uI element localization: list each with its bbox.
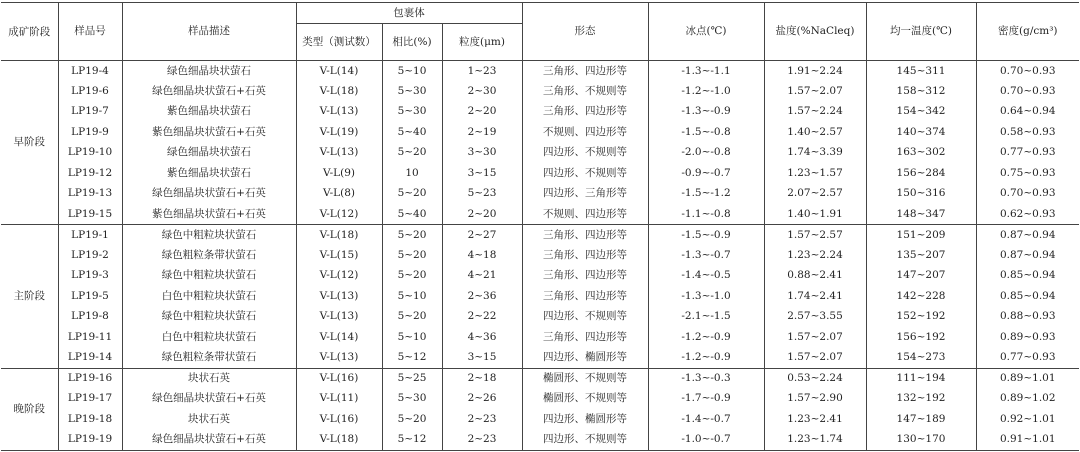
cell-description: 绿色中粗粒块状萤石 bbox=[122, 225, 296, 246]
cell-description: 绿色细晶块状萤石 bbox=[122, 143, 296, 164]
cell-morphology: 三角形、四边形等 bbox=[522, 61, 648, 82]
cell-phase-ratio: 5~20 bbox=[382, 184, 442, 205]
cell-size: 5~23 bbox=[442, 184, 522, 205]
cell-morphology: 三角形、四边形等 bbox=[522, 266, 648, 287]
cell-phase-ratio: 5~20 bbox=[382, 409, 442, 430]
cell-sample-no: LP19-1 bbox=[58, 225, 122, 246]
cell-description: 绿色中粗粒块状萤石 bbox=[122, 307, 296, 328]
cell-morphology: 椭圆形、不规则等 bbox=[522, 368, 648, 389]
cell-density: 0.64~0.94 bbox=[976, 102, 1079, 123]
cell-salinity: 1.40~1.91 bbox=[764, 204, 866, 225]
cell-description: 绿色粗粒条带状萤石 bbox=[122, 348, 296, 369]
cell-sample-no: LP19-19 bbox=[58, 430, 122, 451]
cell-salinity: 1.74~2.41 bbox=[764, 286, 866, 307]
cell-morphology: 三角形、四边形等 bbox=[522, 327, 648, 348]
cell-description: 紫色细晶块状萤石 bbox=[122, 163, 296, 184]
cell-description: 白色中粗粒块状萤石 bbox=[122, 327, 296, 348]
cell-phase-ratio: 5~30 bbox=[382, 81, 442, 102]
cell-density: 0.89~1.01 bbox=[976, 368, 1079, 389]
cell-salinity: 2.57~3.55 bbox=[764, 307, 866, 328]
cell-sample-no: LP19-17 bbox=[58, 389, 122, 410]
cell-salinity: 1.74~3.39 bbox=[764, 143, 866, 164]
cell-type: V-L(14) bbox=[296, 327, 382, 348]
table-row bbox=[1, 286, 1079, 307]
cell-salinity: 1.57~2.07 bbox=[764, 81, 866, 102]
cell-density: 0.62~0.93 bbox=[976, 204, 1079, 225]
cell-salinity: 1.23~2.24 bbox=[764, 245, 866, 266]
stage-label: 主阶段 bbox=[1, 225, 58, 369]
cell-homogenization-temp: 158~312 bbox=[866, 81, 976, 102]
cell-sample-no: LP19-10 bbox=[58, 143, 122, 164]
cell-sample-no: LP19-8 bbox=[58, 307, 122, 328]
cell-description: 绿色细晶块状萤石+石英 bbox=[122, 430, 296, 451]
cell-freezing-point: -2.0~-0.8 bbox=[648, 143, 764, 164]
cell-phase-ratio: 5~40 bbox=[382, 122, 442, 143]
cell-phase-ratio: 5~30 bbox=[382, 102, 442, 123]
cell-freezing-point: -1.3~-0.3 bbox=[648, 368, 764, 389]
cell-phase-ratio: 5~10 bbox=[382, 327, 442, 348]
table-row bbox=[1, 368, 1079, 389]
cell-phase-ratio: 5~20 bbox=[382, 307, 442, 328]
cell-sample-no: LP19-5 bbox=[58, 286, 122, 307]
cell-morphology: 不规则、四边形等 bbox=[522, 204, 648, 225]
cell-freezing-point: -1.0~-0.7 bbox=[648, 430, 764, 451]
cell-salinity: 0.53~2.24 bbox=[764, 368, 866, 389]
cell-homogenization-temp: 147~189 bbox=[866, 409, 976, 430]
cell-type: V-L(13) bbox=[296, 102, 382, 123]
cell-sample-no: LP19-11 bbox=[58, 327, 122, 348]
cell-density: 0.89~0.93 bbox=[976, 327, 1079, 348]
cell-size: 4~36 bbox=[442, 327, 522, 348]
table-row bbox=[1, 327, 1079, 348]
cell-freezing-point: -1.5~-1.2 bbox=[648, 184, 764, 205]
cell-sample-no: LP19-3 bbox=[58, 266, 122, 287]
cell-density: 0.87~0.94 bbox=[976, 225, 1079, 246]
cell-size: 3~15 bbox=[442, 348, 522, 369]
cell-homogenization-temp: 145~311 bbox=[866, 61, 976, 82]
cell-size: 3~15 bbox=[442, 163, 522, 184]
cell-density: 0.70~0.93 bbox=[976, 61, 1079, 82]
cell-homogenization-temp: 130~170 bbox=[866, 430, 976, 451]
header-inclusion-group: 包裹体 bbox=[296, 3, 522, 24]
fluid-inclusion-table bbox=[1, 2, 1079, 451]
cell-morphology: 四边形、椭圆形等 bbox=[522, 348, 648, 369]
cell-salinity: 2.07~2.57 bbox=[764, 184, 866, 205]
cell-description: 块状石英 bbox=[122, 368, 296, 389]
cell-homogenization-temp: 148~347 bbox=[866, 204, 976, 225]
cell-sample-no: LP19-9 bbox=[58, 122, 122, 143]
cell-freezing-point: -1.2~-1.0 bbox=[648, 81, 764, 102]
cell-type: V-L(16) bbox=[296, 409, 382, 430]
cell-size: 2~27 bbox=[442, 225, 522, 246]
cell-density: 0.70~0.93 bbox=[976, 184, 1079, 205]
header-phase-ratio: 相比(%) bbox=[382, 24, 442, 61]
cell-homogenization-temp: 163~302 bbox=[866, 143, 976, 164]
cell-salinity: 1.57~2.07 bbox=[764, 348, 866, 369]
cell-salinity: 1.57~2.07 bbox=[764, 327, 866, 348]
header-description: 样品描述 bbox=[122, 3, 296, 61]
header-stage: 成矿阶段 bbox=[1, 3, 58, 61]
cell-phase-ratio: 5~20 bbox=[382, 266, 442, 287]
stage-group bbox=[1, 61, 1079, 225]
cell-morphology: 三角形、四边形等 bbox=[522, 245, 648, 266]
cell-description: 白色中粗粒块状萤石 bbox=[122, 286, 296, 307]
cell-type: V-L(18) bbox=[296, 81, 382, 102]
cell-sample-no: LP19-6 bbox=[58, 81, 122, 102]
table-row bbox=[1, 348, 1079, 369]
cell-description: 绿色细晶块状萤石 bbox=[122, 61, 296, 82]
cell-description: 块状石英 bbox=[122, 409, 296, 430]
cell-phase-ratio: 5~40 bbox=[382, 204, 442, 225]
cell-sample-no: LP19-4 bbox=[58, 61, 122, 82]
cell-homogenization-temp: 142~228 bbox=[866, 286, 976, 307]
cell-sample-no: LP19-16 bbox=[58, 368, 122, 389]
cell-density: 0.77~0.93 bbox=[976, 143, 1079, 164]
cell-salinity: 1.23~2.41 bbox=[764, 409, 866, 430]
table-row bbox=[1, 204, 1079, 225]
cell-salinity: 0.88~2.41 bbox=[764, 266, 866, 287]
cell-description: 绿色中粗粒块状萤石 bbox=[122, 266, 296, 287]
cell-morphology: 四边形、不规则等 bbox=[522, 430, 648, 451]
cell-type: V-L(11) bbox=[296, 389, 382, 410]
table-row bbox=[1, 430, 1079, 451]
cell-size: 2~30 bbox=[442, 81, 522, 102]
cell-freezing-point: -1.2~-0.9 bbox=[648, 348, 764, 369]
cell-sample-no: LP19-2 bbox=[58, 245, 122, 266]
cell-type: V-L(18) bbox=[296, 225, 382, 246]
cell-size: 2~23 bbox=[442, 430, 522, 451]
cell-density: 0.85~0.94 bbox=[976, 266, 1079, 287]
cell-size: 2~19 bbox=[442, 122, 522, 143]
cell-size: 4~18 bbox=[442, 245, 522, 266]
cell-size: 4~21 bbox=[442, 266, 522, 287]
cell-phase-ratio: 5~25 bbox=[382, 368, 442, 389]
cell-density: 0.58~0.93 bbox=[976, 122, 1079, 143]
cell-type: V-L(13) bbox=[296, 143, 382, 164]
cell-type: V-L(13) bbox=[296, 307, 382, 328]
cell-size: 1~23 bbox=[442, 61, 522, 82]
header-freezing-point: 冰点(℃) bbox=[648, 3, 764, 61]
cell-density: 0.87~0.94 bbox=[976, 245, 1079, 266]
cell-morphology: 四边形、不规则等 bbox=[522, 163, 648, 184]
cell-homogenization-temp: 111~194 bbox=[866, 368, 976, 389]
cell-morphology: 四边形、椭圆形等 bbox=[522, 409, 648, 430]
cell-freezing-point: -1.7~-0.9 bbox=[648, 389, 764, 410]
cell-homogenization-temp: 150~316 bbox=[866, 184, 976, 205]
cell-density: 0.77~0.93 bbox=[976, 348, 1079, 369]
cell-morphology: 椭圆形、不规则等 bbox=[522, 389, 648, 410]
stage-group bbox=[1, 225, 1079, 369]
cell-description: 绿色细晶块状萤石+石英 bbox=[122, 184, 296, 205]
cell-size: 2~36 bbox=[442, 286, 522, 307]
cell-freezing-point: -1.3~-0.7 bbox=[648, 245, 764, 266]
cell-description: 绿色细晶块状萤石+石英 bbox=[122, 81, 296, 102]
cell-size: 2~18 bbox=[442, 368, 522, 389]
cell-size: 2~20 bbox=[442, 204, 522, 225]
cell-sample-no: LP19-13 bbox=[58, 184, 122, 205]
header-size: 粒度(μm) bbox=[442, 24, 522, 61]
cell-size: 2~23 bbox=[442, 409, 522, 430]
cell-homogenization-temp: 154~273 bbox=[866, 348, 976, 369]
cell-type: V-L(15) bbox=[296, 245, 382, 266]
cell-homogenization-temp: 154~342 bbox=[866, 102, 976, 123]
table-row bbox=[1, 225, 1079, 246]
table-row bbox=[1, 163, 1079, 184]
cell-density: 0.91~1.01 bbox=[976, 430, 1079, 451]
cell-morphology: 不规则、四边形等 bbox=[522, 122, 648, 143]
cell-freezing-point: -0.9~-0.7 bbox=[648, 163, 764, 184]
cell-description: 绿色细晶块状萤石+石英 bbox=[122, 389, 296, 410]
header-morphology: 形态 bbox=[522, 3, 648, 61]
cell-phase-ratio: 5~30 bbox=[382, 389, 442, 410]
cell-phase-ratio: 5~20 bbox=[382, 225, 442, 246]
cell-salinity: 1.23~1.57 bbox=[764, 163, 866, 184]
cell-homogenization-temp: 135~207 bbox=[866, 245, 976, 266]
cell-phase-ratio: 5~10 bbox=[382, 61, 442, 82]
cell-homogenization-temp: 147~207 bbox=[866, 266, 976, 287]
table-row bbox=[1, 409, 1079, 430]
cell-freezing-point: -1.3~-0.9 bbox=[648, 102, 764, 123]
cell-type: V-L(12) bbox=[296, 266, 382, 287]
cell-salinity: 1.23~1.74 bbox=[764, 430, 866, 451]
cell-freezing-point: -2.1~-1.5 bbox=[648, 307, 764, 328]
table-row bbox=[1, 266, 1079, 287]
cell-type: V-L(16) bbox=[296, 368, 382, 389]
stage-group bbox=[1, 368, 1079, 450]
cell-density: 0.85~0.94 bbox=[976, 286, 1079, 307]
cell-type: V-L(8) bbox=[296, 184, 382, 205]
cell-morphology: 三角形、四边形等 bbox=[522, 286, 648, 307]
cell-size: 2~26 bbox=[442, 389, 522, 410]
cell-type: V-L(18) bbox=[296, 430, 382, 451]
cell-phase-ratio: 5~12 bbox=[382, 348, 442, 369]
cell-type: V-L(12) bbox=[296, 204, 382, 225]
cell-freezing-point: -1.1~-0.8 bbox=[648, 204, 764, 225]
cell-size: 2~20 bbox=[442, 102, 522, 123]
cell-sample-no: LP19-7 bbox=[58, 102, 122, 123]
cell-freezing-point: -1.4~-0.5 bbox=[648, 266, 764, 287]
cell-type: V-L(13) bbox=[296, 348, 382, 369]
cell-homogenization-temp: 151~209 bbox=[866, 225, 976, 246]
cell-sample-no: LP19-12 bbox=[58, 163, 122, 184]
cell-description: 紫色细晶块状萤石+石英 bbox=[122, 204, 296, 225]
cell-type: V-L(13) bbox=[296, 286, 382, 307]
header-homogenization-temp: 均一温度(℃) bbox=[866, 3, 976, 61]
stage-label: 晚阶段 bbox=[1, 368, 58, 450]
cell-sample-no: LP19-14 bbox=[58, 348, 122, 369]
cell-density: 0.75~0.93 bbox=[976, 163, 1079, 184]
cell-salinity: 1.57~2.57 bbox=[764, 225, 866, 246]
cell-description: 紫色细晶块状萤石 bbox=[122, 102, 296, 123]
cell-salinity: 1.57~2.24 bbox=[764, 102, 866, 123]
cell-sample-no: LP19-15 bbox=[58, 204, 122, 225]
table-header bbox=[1, 3, 1079, 61]
cell-freezing-point: -1.3~-1.0 bbox=[648, 286, 764, 307]
table-row bbox=[1, 245, 1079, 266]
table-row bbox=[1, 102, 1079, 123]
cell-phase-ratio: 5~10 bbox=[382, 286, 442, 307]
cell-homogenization-temp: 156~284 bbox=[866, 163, 976, 184]
cell-freezing-point: -1.2~-0.9 bbox=[648, 327, 764, 348]
header-density: 密度(g/cm³) bbox=[976, 3, 1079, 61]
cell-salinity: 1.40~2.57 bbox=[764, 122, 866, 143]
cell-phase-ratio: 5~20 bbox=[382, 245, 442, 266]
cell-description: 紫色细晶块状萤石+石英 bbox=[122, 122, 296, 143]
cell-salinity: 1.57~2.90 bbox=[764, 389, 866, 410]
cell-homogenization-temp: 152~192 bbox=[866, 307, 976, 328]
cell-morphology: 三角形、四边形等 bbox=[522, 102, 648, 123]
cell-description: 绿色粗粒条带状萤石 bbox=[122, 245, 296, 266]
cell-morphology: 三角形、四边形等 bbox=[522, 225, 648, 246]
cell-type: V-L(9) bbox=[296, 163, 382, 184]
table-row bbox=[1, 389, 1079, 410]
header-type: 类型（测试数） bbox=[296, 24, 382, 61]
table-row bbox=[1, 61, 1079, 82]
cell-homogenization-temp: 140~374 bbox=[866, 122, 976, 143]
table-row bbox=[1, 143, 1079, 164]
cell-phase-ratio: 5~12 bbox=[382, 430, 442, 451]
cell-freezing-point: -1.5~-0.8 bbox=[648, 122, 764, 143]
cell-type: V-L(19) bbox=[296, 122, 382, 143]
cell-morphology: 四边形、不规则等 bbox=[522, 307, 648, 328]
cell-salinity: 1.91~2.24 bbox=[764, 61, 866, 82]
table-row bbox=[1, 122, 1079, 143]
cell-homogenization-temp: 132~192 bbox=[866, 389, 976, 410]
cell-freezing-point: -1.4~-0.7 bbox=[648, 409, 764, 430]
cell-density: 0.88~0.93 bbox=[976, 307, 1079, 328]
cell-density: 0.89~1.02 bbox=[976, 389, 1079, 410]
header-sample-no: 样品号 bbox=[58, 3, 122, 61]
cell-density: 0.70~0.93 bbox=[976, 81, 1079, 102]
cell-morphology: 四边形、不规则等 bbox=[522, 143, 648, 164]
cell-freezing-point: -1.5~-0.9 bbox=[648, 225, 764, 246]
cell-morphology: 四边形、三角形等 bbox=[522, 184, 648, 205]
cell-phase-ratio: 10 bbox=[382, 163, 442, 184]
cell-type: V-L(14) bbox=[296, 61, 382, 82]
header-salinity: 盐度(%NaCleq) bbox=[764, 3, 866, 61]
table-row bbox=[1, 81, 1079, 102]
cell-phase-ratio: 5~20 bbox=[382, 143, 442, 164]
cell-morphology: 三角形、不规则等 bbox=[522, 81, 648, 102]
cell-size: 3~30 bbox=[442, 143, 522, 164]
cell-freezing-point: -1.3~-1.1 bbox=[648, 61, 764, 82]
cell-sample-no: LP19-18 bbox=[58, 409, 122, 430]
cell-size: 2~22 bbox=[442, 307, 522, 328]
table-row bbox=[1, 184, 1079, 205]
cell-density: 0.92~1.01 bbox=[976, 409, 1079, 430]
table-row bbox=[1, 307, 1079, 328]
cell-homogenization-temp: 156~192 bbox=[866, 327, 976, 348]
stage-label: 早阶段 bbox=[13, 136, 45, 148]
